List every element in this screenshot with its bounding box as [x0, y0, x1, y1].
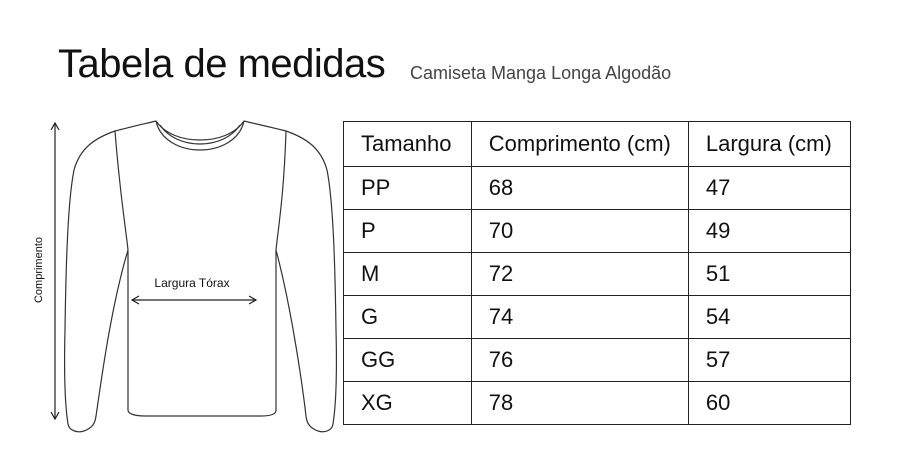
length-cell: 78	[471, 382, 688, 425]
size-cell: XG	[344, 382, 472, 425]
size-cell: G	[344, 296, 472, 339]
length-cell: 74	[471, 296, 688, 339]
size-cell: M	[344, 253, 472, 296]
size-cell: GG	[344, 339, 472, 382]
table-row	[344, 296, 851, 339]
length-cell: 72	[471, 253, 688, 296]
size-cell: PP	[344, 167, 472, 210]
table-header-row	[344, 122, 851, 167]
page-subtitle: Camiseta Manga Longa Algodão	[410, 63, 672, 83]
table-row	[344, 253, 851, 296]
chest-width-arrow-icon	[132, 296, 256, 304]
length-label: Comprimento	[33, 236, 45, 304]
table-row	[344, 382, 851, 425]
width-cell: 49	[688, 210, 850, 253]
column-header-length: Comprimento (cm)	[471, 122, 688, 167]
length-cell: 76	[471, 339, 688, 382]
table-row	[344, 339, 851, 382]
column-header-width: Largura (cm)	[688, 122, 850, 167]
size-table	[343, 121, 851, 425]
table-row	[344, 210, 851, 253]
width-cell: 54	[688, 296, 850, 339]
table-row	[344, 167, 851, 210]
page-title: Tabela de medidas	[58, 42, 386, 86]
width-cell: 51	[688, 253, 850, 296]
width-cell: 60	[688, 382, 850, 425]
width-cell: 47	[688, 167, 850, 210]
chest-width-label: Largura Tórax	[154, 276, 230, 290]
width-cell: 57	[688, 339, 850, 382]
length-cell: 68	[471, 167, 688, 210]
column-header-size: Tamanho	[344, 122, 472, 167]
length-arrow-icon	[51, 123, 59, 419]
length-cell: 70	[471, 210, 688, 253]
size-cell: P	[344, 210, 472, 253]
shirt-illustration	[20, 110, 340, 440]
